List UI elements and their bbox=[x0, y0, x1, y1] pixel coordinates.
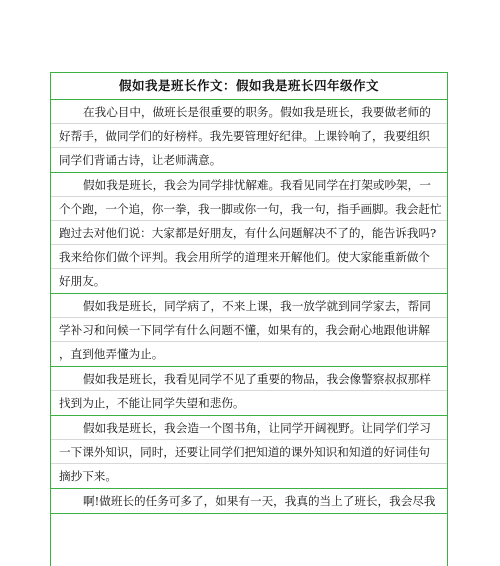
document-body bbox=[51, 100, 447, 514]
essay-document bbox=[50, 72, 448, 566]
paragraph bbox=[51, 173, 447, 294]
text-line: 同学们背诵古诗，让老师满意。 bbox=[59, 153, 222, 167]
text-line: 我来给你们做个评判。我会用所学的道理来开解他们。使大家能重新做个 bbox=[51, 245, 447, 269]
text-line: 跑过去对他们说：大家都是好朋友，有什么问题解决不了的，能告诉我吗? bbox=[51, 221, 447, 245]
paragraph bbox=[51, 100, 447, 173]
text-line: 假如我是班长，我会为同学排忧解难。我看见同学在打架或吵架，一 bbox=[51, 173, 447, 197]
text-line: 假如我是班长，同学病了，不来上课，我一放学就到同学家去，帮同 bbox=[51, 294, 447, 318]
text-line: 摘抄下来。 bbox=[59, 469, 117, 483]
paragraph bbox=[51, 489, 447, 514]
text-line: 找到为止，不能让同学失望和悲伤。 bbox=[59, 396, 245, 410]
document-title: 假如我是班长作文：假如我是班长四年级作文 bbox=[51, 73, 447, 100]
text-line: 假如我是班长，我会造一个图书角，让同学开阔视野。让同学们学习 bbox=[51, 416, 447, 440]
text-line: ，直到他弄懂为止。 bbox=[59, 347, 164, 361]
text-line: 假如我是班长，我看见同学不见了重要的物品，我会像警察叔叔那样 bbox=[51, 367, 447, 391]
paragraph bbox=[51, 294, 447, 367]
text-line: 好朋友。 bbox=[59, 274, 106, 288]
text-line: 在我心目中，做班长是很重要的职务。假如我是班长，我要做老师的 bbox=[51, 100, 447, 124]
text-line: 啊!做班长的任务可多了，如果有一天，我真的当上了班长，我会尽我 bbox=[83, 494, 436, 508]
text-line: 个个跑，一个追，你一拳，我一脚或你一句，我一句，指手画脚。我会赶忙 bbox=[51, 197, 447, 221]
paragraph bbox=[51, 367, 447, 416]
paragraph bbox=[51, 416, 447, 489]
text-line: 学补习和问候一下同学有什么问题不懂，如果有的，我会耐心地跟他讲解 bbox=[51, 318, 447, 342]
text-line: 好帮手，做同学们的好榜样。我先要管理好纪律。上课铃响了，我要组织 bbox=[51, 124, 447, 148]
text-line: 一下课外知识，同时，还要让同学们把知道的课外知识和知道的好词佳句 bbox=[51, 440, 447, 464]
